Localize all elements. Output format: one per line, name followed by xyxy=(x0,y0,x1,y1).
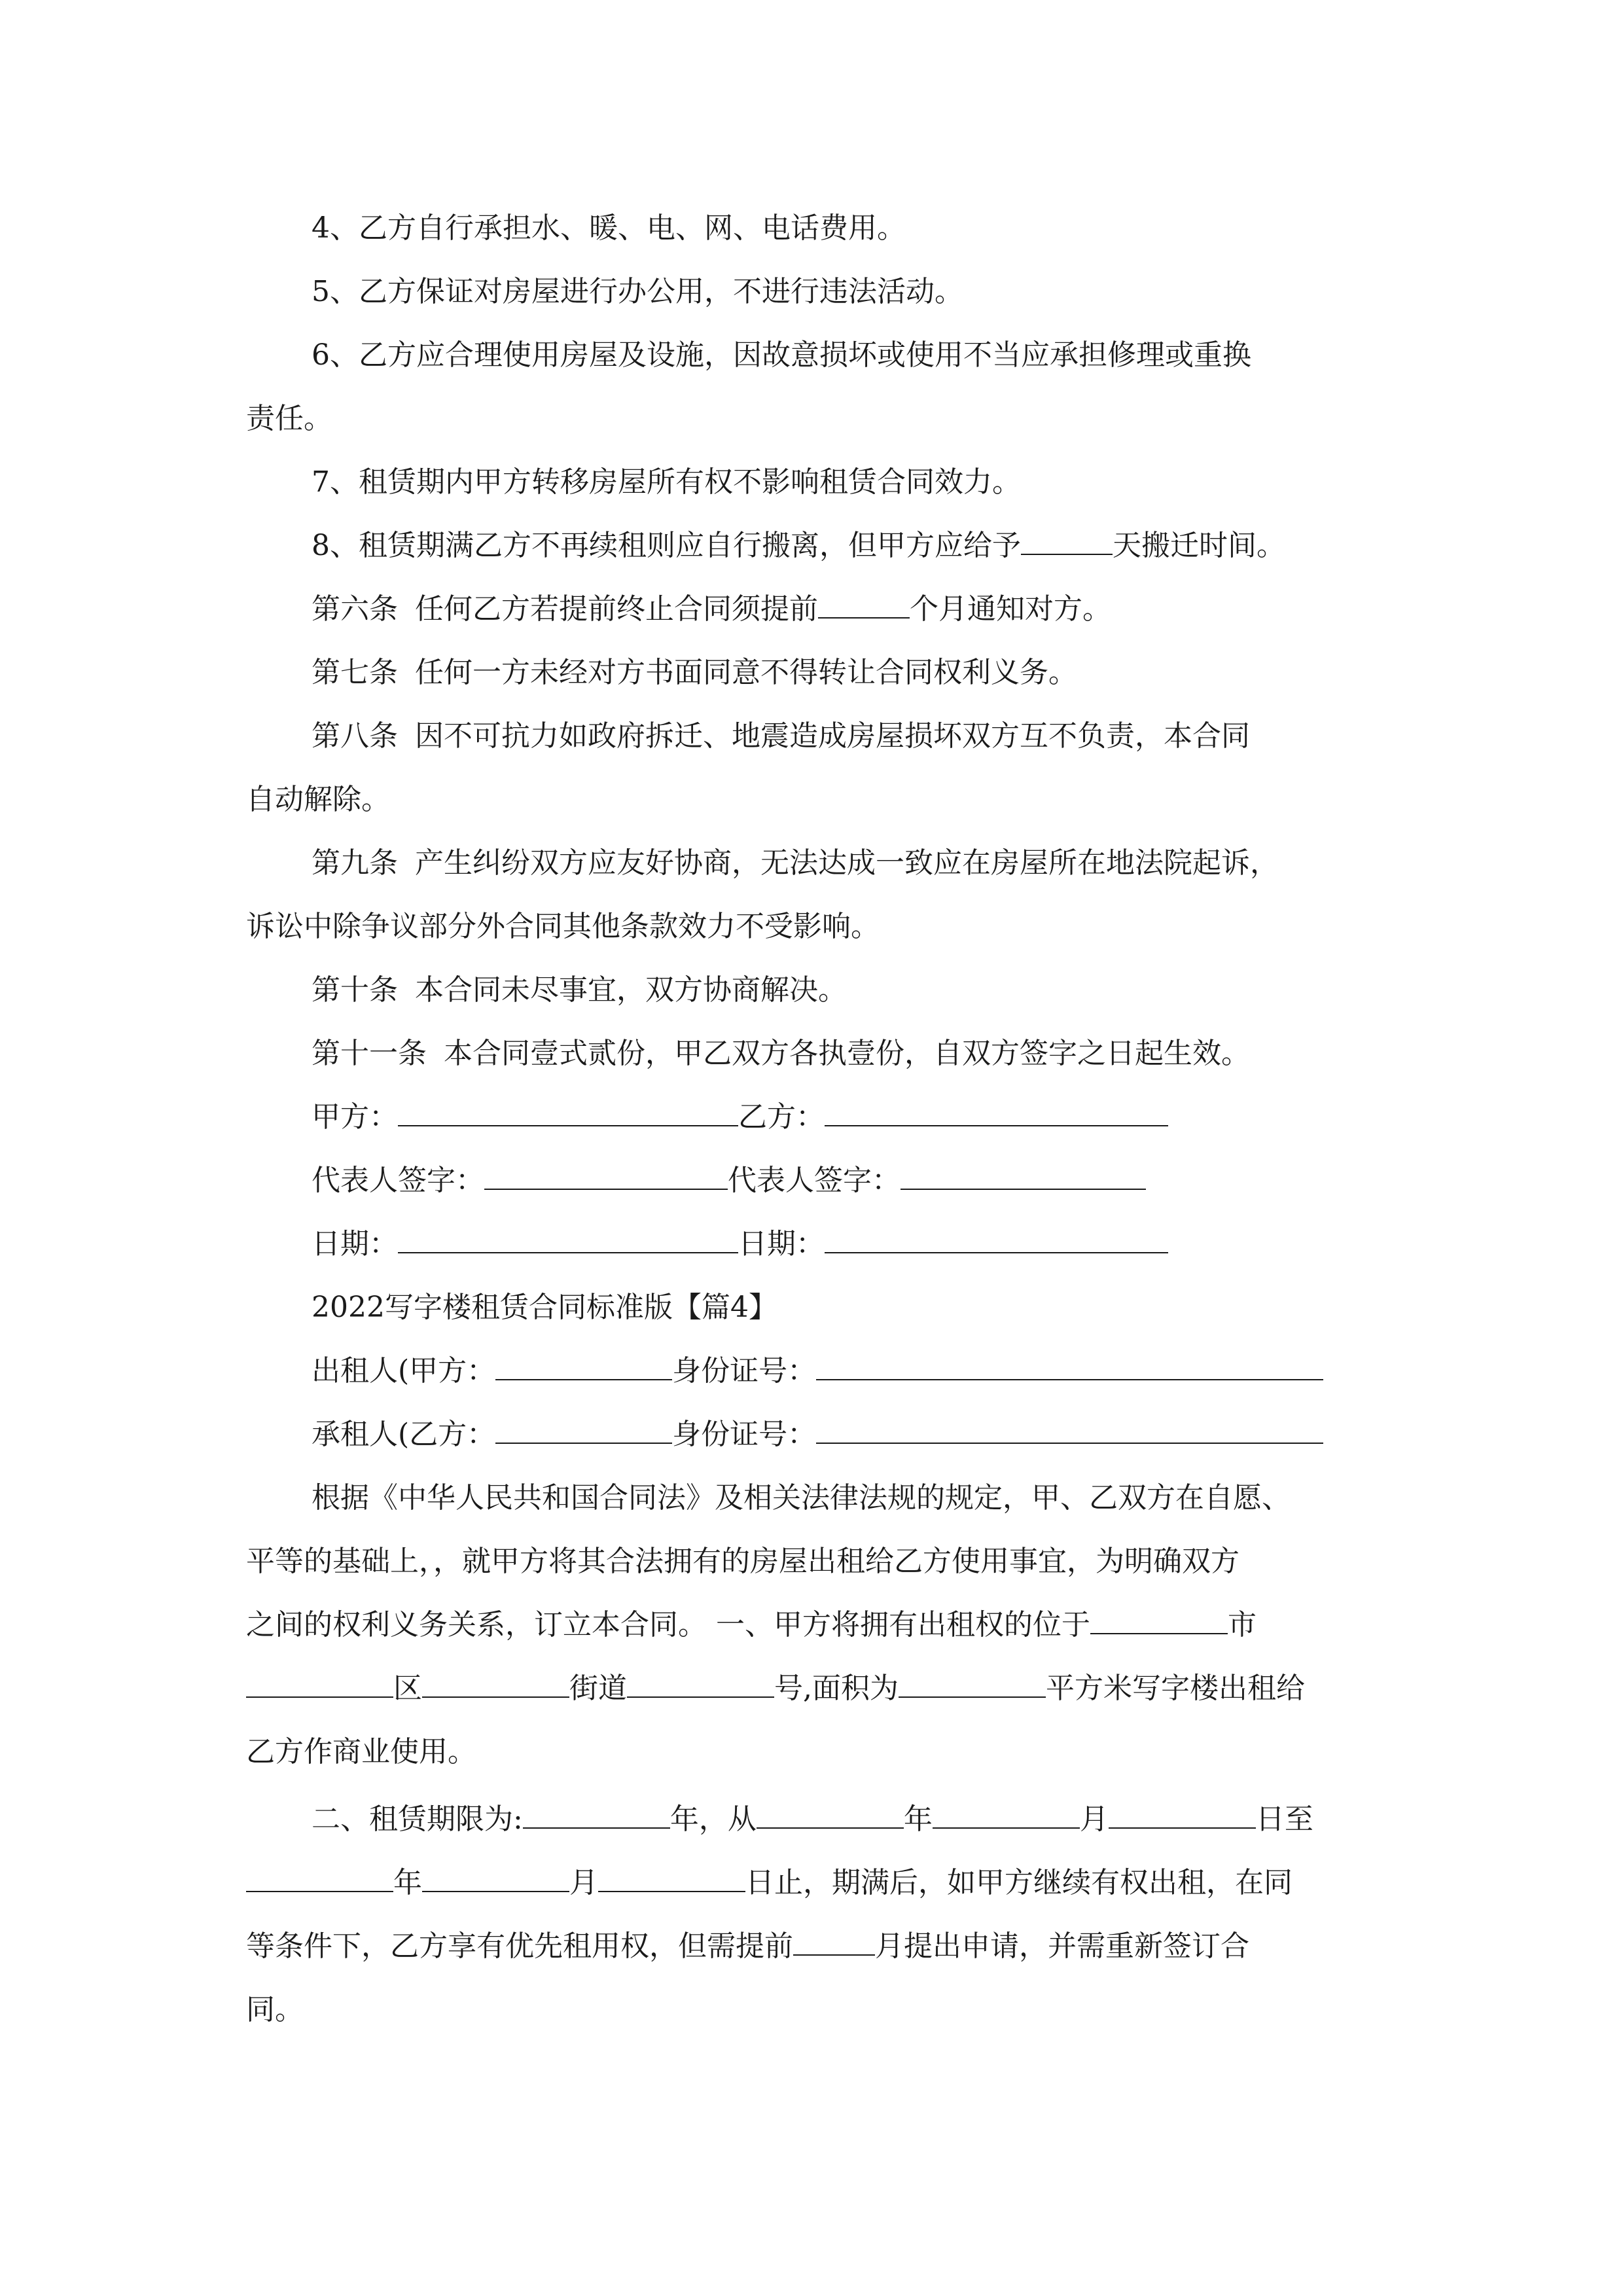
article-10-text: 本合同未尽事宜，双方协商解决。 xyxy=(415,973,847,1007)
article-8-text: 因不可抗力如政府拆迁、地震造成房屋损坏双方互不负责，本合同 xyxy=(415,719,1250,753)
clause-5: 5、乙方保证对房屋进行办公用，不进行违法活动。 xyxy=(312,275,963,308)
intro-line-1: 根据《中华人民共和国合同法》及相关法律法规的规定，甲、乙双方在自愿、 xyxy=(312,1481,1291,1515)
end-day-blank[interactable] xyxy=(598,1865,745,1892)
clause-4: 4、乙方自行承担水、暖、电、网、电话费用。 xyxy=(312,211,906,245)
district-blank[interactable] xyxy=(246,1670,393,1698)
date-a-label: 日期： xyxy=(312,1227,398,1261)
article-8-line-1 xyxy=(246,704,1378,768)
article-8-line-2: 自动解除。 xyxy=(246,783,390,816)
term-line-3-text-a: 等条件下，乙方享有优先租用权，但需提前 xyxy=(246,1929,793,1963)
article-6-text-b: 个月通知对方。 xyxy=(910,592,1111,626)
article-11 xyxy=(246,1022,1378,1085)
clause-7: 7、租赁期内甲方转移房屋所有权不影响租赁合同效力。 xyxy=(312,465,1021,499)
area-label: 平方米写字楼出租给 xyxy=(1046,1672,1305,1705)
lessor-id-label: 身份证号： xyxy=(672,1354,817,1388)
number-label: 号,面积为 xyxy=(774,1672,899,1705)
term-line-3-text-b: 月提出申请，并需重新签订合 xyxy=(875,1929,1249,1963)
address-line xyxy=(246,1657,1378,1720)
rep-a-label: 代表人签字： xyxy=(312,1164,484,1197)
lessee-id-label: 身份证号： xyxy=(672,1418,817,1451)
article-8-label: 第八条 xyxy=(312,719,398,753)
article-6 xyxy=(246,577,1378,641)
clause-8 xyxy=(246,514,1378,577)
lessor-row xyxy=(246,1339,1378,1403)
article-11-text: 本合同壹式贰份，甲乙双方各执壹份，自双方签字之日起生效。 xyxy=(444,1037,1250,1070)
term-years-blank[interactable] xyxy=(523,1801,670,1829)
notice-months-blank[interactable] xyxy=(818,591,910,619)
area-blank[interactable] xyxy=(899,1670,1046,1698)
lessee-name-blank[interactable] xyxy=(495,1416,672,1444)
lessor-id-blank[interactable] xyxy=(816,1353,1323,1380)
lessee-row xyxy=(246,1403,1378,1466)
start-month-label: 月 xyxy=(1079,1803,1109,1836)
article-6-text-a: 任何乙方若提前终止合同须提前 xyxy=(415,592,818,626)
clause-6-line-1: 6、乙方应合理使用房屋及设施，因故意损坏或使用不当应承担修理或重换 xyxy=(312,338,1251,372)
end-year-label: 年 xyxy=(393,1866,422,1899)
years-from-label: 年，从 xyxy=(669,1803,757,1836)
rep-b-blank[interactable] xyxy=(901,1162,1146,1190)
article-10 xyxy=(246,958,1378,1022)
advance-months-blank[interactable] xyxy=(793,1928,875,1956)
signature-date-row xyxy=(246,1212,1378,1276)
lessee-id-blank[interactable] xyxy=(816,1416,1323,1444)
date-b-label: 日期： xyxy=(738,1227,825,1261)
term-line-1 xyxy=(246,1787,1378,1851)
lessee-label: 承租人(乙方： xyxy=(312,1418,496,1451)
clause-8-text-b: 天搬迁时间。 xyxy=(1113,529,1285,562)
intro-line-3 xyxy=(246,1593,1378,1657)
term-line-3 xyxy=(246,1914,1378,1978)
article-7-text: 任何一方未经对方书面同意不得转让合同权利义务。 xyxy=(415,656,1077,689)
lessor-label: 出租人(甲方： xyxy=(312,1354,496,1388)
signature-rep-row xyxy=(246,1149,1378,1212)
street-blank[interactable] xyxy=(422,1670,569,1698)
term-label: 二、租赁期限为: xyxy=(312,1803,523,1836)
article-7 xyxy=(246,641,1378,704)
clause-6-line-2: 责任。 xyxy=(246,402,332,435)
start-day-blank[interactable] xyxy=(1109,1801,1256,1829)
document-page xyxy=(246,196,1378,2041)
article-11-label: 第十一条 xyxy=(312,1037,427,1070)
article-9-line-2: 诉讼中除争议部分外合同其他条款效力不受影响。 xyxy=(246,910,880,943)
relocation-days-blank[interactable] xyxy=(1021,528,1113,555)
end-month-blank[interactable] xyxy=(422,1865,569,1892)
clause-8-text-a: 8、租赁期满乙方不再续租则应自行搬离，但甲方应给予 xyxy=(312,529,1021,562)
district-label: 区 xyxy=(393,1672,422,1705)
article-9-label: 第九条 xyxy=(312,846,398,880)
term-line-2 xyxy=(246,1851,1378,1914)
start-month-blank[interactable] xyxy=(933,1801,1080,1829)
section-4-title: 2022写字楼租赁合同标准版【篇4】 xyxy=(312,1291,777,1324)
party-b-label: 乙方： xyxy=(738,1100,825,1134)
end-month-label: 月 xyxy=(569,1866,598,1899)
start-year-blank[interactable] xyxy=(757,1801,904,1829)
city-blank[interactable] xyxy=(1090,1607,1228,1634)
intro-line-3-text: 之间的权利义务关系，订立本合同。 一、甲方将拥有出租权的位于 xyxy=(246,1608,1090,1641)
end-year-blank[interactable] xyxy=(246,1865,393,1892)
rep-a-blank[interactable] xyxy=(484,1162,728,1190)
number-blank[interactable] xyxy=(627,1670,774,1698)
rep-b-label: 代表人签字： xyxy=(728,1164,901,1197)
end-day-label: 日止，期满后，如甲方继续有权出租，在同 xyxy=(745,1866,1293,1899)
party-a-label: 甲方： xyxy=(312,1100,398,1134)
term-line-4: 同。 xyxy=(246,1993,304,2026)
street-label: 街道 xyxy=(569,1672,627,1705)
article-9-line-1 xyxy=(246,831,1378,895)
lessor-name-blank[interactable] xyxy=(495,1353,672,1380)
date-b-blank[interactable] xyxy=(825,1226,1168,1253)
signature-party-row xyxy=(246,1085,1378,1149)
start-year-label: 年 xyxy=(903,1803,933,1836)
city-label: 市 xyxy=(1227,1608,1257,1641)
start-day-label: 日至 xyxy=(1255,1803,1313,1836)
intro-line-5: 乙方作商业使用。 xyxy=(246,1735,476,1768)
article-7-label: 第七条 xyxy=(312,656,398,689)
party-b-blank[interactable] xyxy=(825,1099,1168,1126)
date-a-blank[interactable] xyxy=(398,1226,738,1253)
article-9-text: 产生纠纷双方应友好协商，无法达成一致应在房屋所在地法院起诉， xyxy=(415,846,1279,880)
article-6-label: 第六条 xyxy=(312,592,398,626)
intro-line-2: 平等的基础上，，就甲方将其合法拥有的房屋出租给乙方使用事宜，为明确双方 xyxy=(246,1545,1240,1578)
article-10-label: 第十条 xyxy=(312,973,398,1007)
party-a-blank[interactable] xyxy=(398,1099,738,1126)
